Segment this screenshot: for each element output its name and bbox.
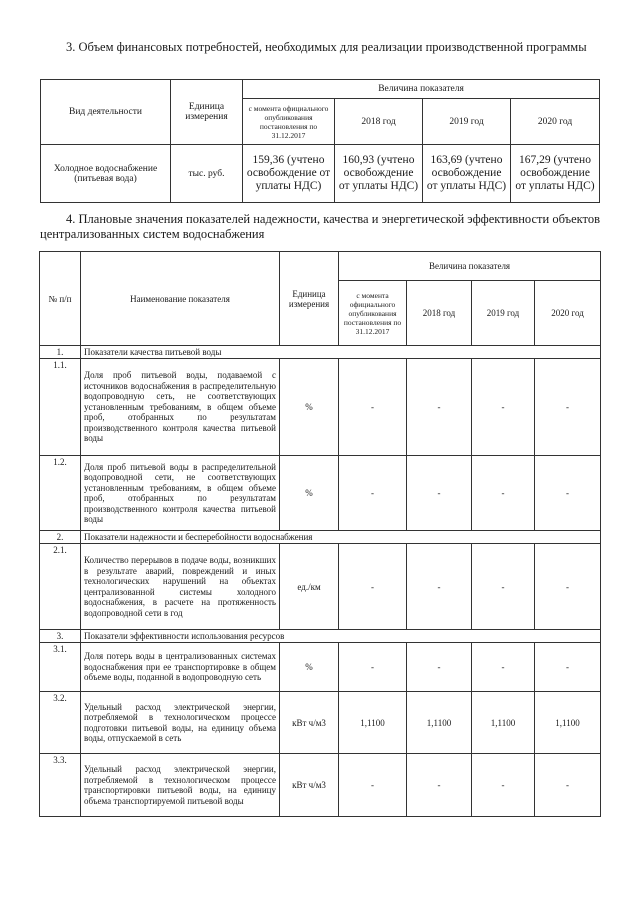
group-row: 1. Показатели качества питьевой воды (40, 346, 601, 359)
table-row: 3.2. Удельный расход электрической энергии, потребляемой в технологическом процессе подготовки питьевой воды, на единицу объема воды, отпускаемой в сеть кВт ч/м3 1,1100 1,1100 1,1100 1,1100 (40, 692, 601, 754)
group-row: 2. Показатели надежности и бесперебойности водоснабжения (40, 531, 601, 544)
col-since: с момента официального опубликования постановления по 31.12.2017 (339, 281, 407, 346)
cell-activity: Холодное водоснабжение (питьевая вода) (41, 145, 171, 203)
table-row: 1.2. Доля проб питьевой воды в распределительной водопроводной сети, не соответствующих установленным требованиям, в общем объеме проб, отобранных по результатам производственного контроля качества питьевой воды % - - - - (40, 456, 601, 531)
col-value: Величина показателя (339, 252, 601, 281)
section4-heading: 4. Плановые значения показателей надежности, качества и энергетической эффективности объектов централизованных систем водоснабжения (40, 212, 600, 241)
reliability-indicators-table (39, 251, 601, 817)
col-2020: 2020 год (535, 281, 601, 346)
col-since: с момента официального опубликования постановления по 31.12.2017 (243, 99, 335, 145)
cell-2018: 160,93 (учтено освобождение от уплаты НДС) (335, 145, 423, 203)
table-row: 3.1. Доля потерь воды в централизованных системах водоснабжения при ее транспортировке в общем объеме воды, поданной в водопроводную сеть % - - - - (40, 643, 601, 692)
cell-2019: 163,69 (учтено освобождение от уплаты НДС) (423, 145, 511, 203)
table-row: 3.3. Удельный расход электрической энергии, потребляемой в технологическом процессе транспортировки питьевой воды, на единицу объема транспортируемой питьевой воды кВт ч/м3 - - - - (40, 754, 601, 817)
table-row: 2.1. Количество перерывов в подаче воды, возникших в результате аварий, повреждений и иных технологических нарушений на объектах централизованной системы холодного водоснабжения, в расчете на протяженность водопроводной сети в год ед./км - - - - (40, 544, 601, 630)
col-name: Наименование показателя (81, 252, 280, 346)
col-unit: Единица измерения (280, 252, 339, 346)
group-row: 3. Показатели эффективности использования ресурсов (40, 630, 601, 643)
col-num: № п/п (40, 252, 81, 346)
col-2019: 2019 год (423, 99, 511, 145)
col-unit: Единица измерения (171, 80, 243, 145)
table-row (41, 145, 600, 203)
cell-unit: тыс. руб. (171, 145, 243, 203)
financial-needs-table (40, 79, 600, 203)
cell-since: 159,36 (учтено освобождение от уплаты НДС) (243, 145, 335, 203)
table-row: 1.1. Доля проб питьевой воды, подаваемой с источников водоснабжения в распределительную водопроводную сеть, не соответствующих установленным требованиям, в общем объеме проб, отобранных по результатам производственного контроля качества питьевой воды % - - - - (40, 359, 601, 456)
section3-heading: 3. Объем финансовых потребностей, необходимых для реализации производственной программы (66, 40, 587, 54)
col-value: Величина показателя (243, 80, 600, 99)
col-2018: 2018 год (407, 281, 472, 346)
col-activity: Вид деятельности (41, 80, 171, 145)
col-2019: 2019 год (472, 281, 535, 346)
cell-2020: 167,29 (учтено освобождение от уплаты НДС) (511, 145, 600, 203)
col-2018: 2018 год (335, 99, 423, 145)
col-2020: 2020 год (511, 99, 600, 145)
